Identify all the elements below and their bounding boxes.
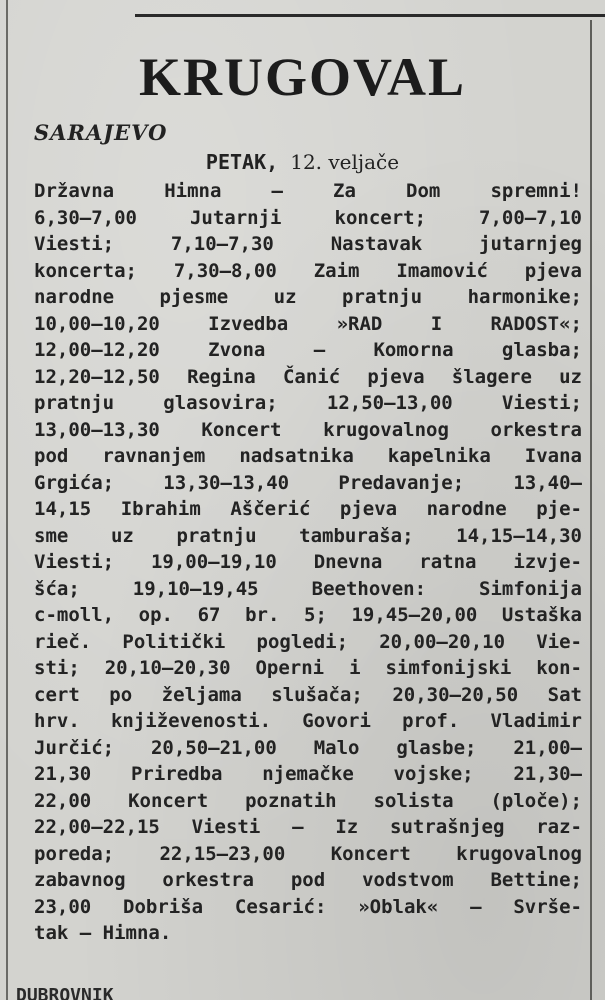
program-line: 22,00—22,15 Viesti — Iz sutrašnjeg raz-	[34, 816, 582, 838]
dateline	[0, 150, 605, 174]
program-line: 12,00—12,20 Zvona — Komorna glasba;	[34, 339, 582, 361]
masthead-title: KRUGOVAL	[138, 47, 467, 107]
program-line: Grgića; 13,30—13,40 Predavanje; 13,40—	[34, 471, 582, 494]
program-line: cert po željama slušača; 20,30—20,50 Sat	[34, 683, 582, 706]
top-rule	[135, 14, 605, 17]
program-line: rieč. Politički pogledi; 20,00—20,10 Vie-	[34, 630, 582, 653]
date-text: 12. veljače	[290, 150, 400, 174]
program-line: Državna Himna — Za Dom spremni!	[34, 180, 582, 202]
program-line: 21,30 Priredba njemačke vojske; 21,30—	[34, 763, 582, 785]
program-line: 14,15 Ibrahim Aščerić pjeva narodne pje-	[34, 498, 582, 520]
program-line: Jurčić; 20,50—21,00 Malo glasbe; 21,00—	[34, 736, 582, 759]
program-line: poreda; 22,15—23,00 Koncert krugovalnog	[34, 842, 582, 865]
program-line: zabavnog orkestra pod vodstvom Bettine;	[34, 869, 582, 891]
program-line: 22,00 Koncert poznatih solista (ploče);	[34, 789, 582, 812]
next-station-heading-cut: DUBROVNIK	[16, 985, 114, 1000]
program-line: 13,00—13,30 Koncert krugovalnog orkestra	[34, 418, 582, 441]
program-line: Viesti; 7,10—7,30 Nastavak jutarnjeg	[34, 233, 582, 255]
program-schedule	[34, 178, 582, 947]
program-line: narodne pjesme uz pratnju harmonike;	[34, 286, 582, 308]
program-line: pod ravnanjem nadsatnika kapelnika Ivana	[34, 445, 582, 467]
program-line: tak — Himna.	[34, 922, 172, 944]
program-line: sme uz pratnju tamburaša; 14,15—14,30	[34, 524, 582, 547]
program-line: 6,30—7,00 Jutarnji koncert; 7,00—7,10	[34, 206, 582, 229]
program-line: c-moll, op. 67 br. 5; 19,45—20,00 Ustaška	[34, 604, 582, 626]
program-line: 12,20—12,50 Regina Čanić pjeva šlagere uz	[34, 365, 582, 388]
day-of-week: PETAK,	[205, 150, 279, 174]
program-line: pratnju glasovira; 12,50—13,00 Viesti;	[34, 392, 582, 414]
program-line: Viesti; 19,00—19,10 Dnevna ratna izvje-	[34, 551, 582, 573]
program-line: hrv. književenosti. Govori prof. Vladimir	[34, 710, 582, 732]
program-line: šća; 19,10—19,45 Beethoven: Simfonija	[34, 577, 582, 600]
program-line: sti; 20,10—20,30 Operni i simfonijski kon-	[34, 657, 582, 679]
program-line: 23,00 Dobriša Cesarić: »Oblak« — Svrše-	[34, 895, 582, 918]
program-line: 10,00—10,20 Izvedba »RAD I RADOST«;	[34, 312, 582, 335]
program-line: koncerta; 7,30—8,00 Zaim Imamović pjeva	[34, 259, 582, 282]
station-name: SARAJEVO	[34, 120, 168, 145]
